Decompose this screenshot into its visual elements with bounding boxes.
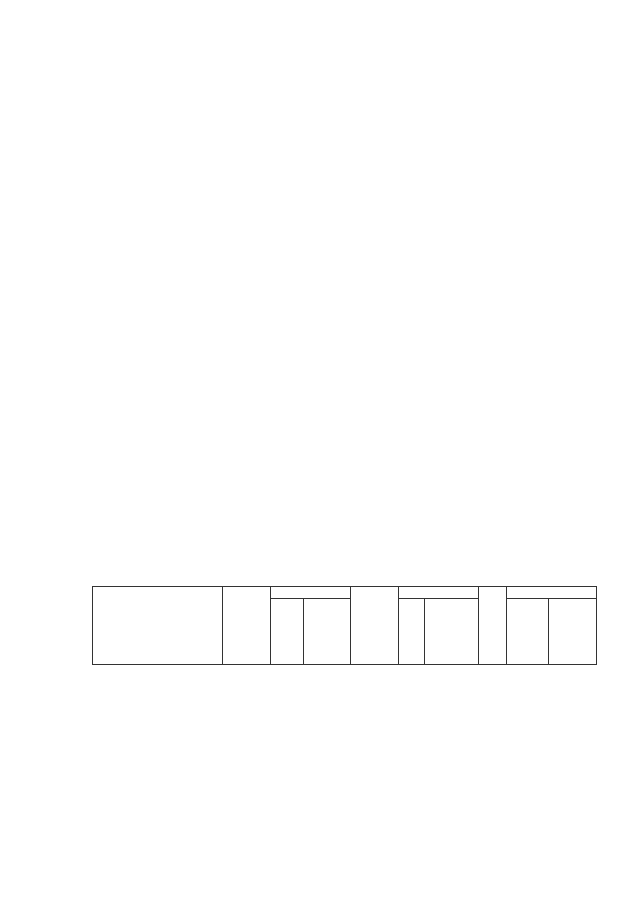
header-pct-total-spacer xyxy=(479,587,507,665)
header-pct-state xyxy=(549,599,597,665)
header-group-plan xyxy=(271,587,351,599)
header-group-percent xyxy=(507,587,597,599)
header-group-fact xyxy=(399,587,479,599)
header-pct-federal xyxy=(507,599,549,665)
header-name xyxy=(93,587,223,665)
header-fact-total-spacer xyxy=(351,587,399,665)
header-plan-federal xyxy=(271,599,304,665)
header-fact-state xyxy=(425,599,479,665)
header-total-spacer xyxy=(223,587,271,665)
header-fact-federal xyxy=(399,599,425,665)
header-plan-state xyxy=(304,599,351,665)
financing-table xyxy=(92,586,597,665)
